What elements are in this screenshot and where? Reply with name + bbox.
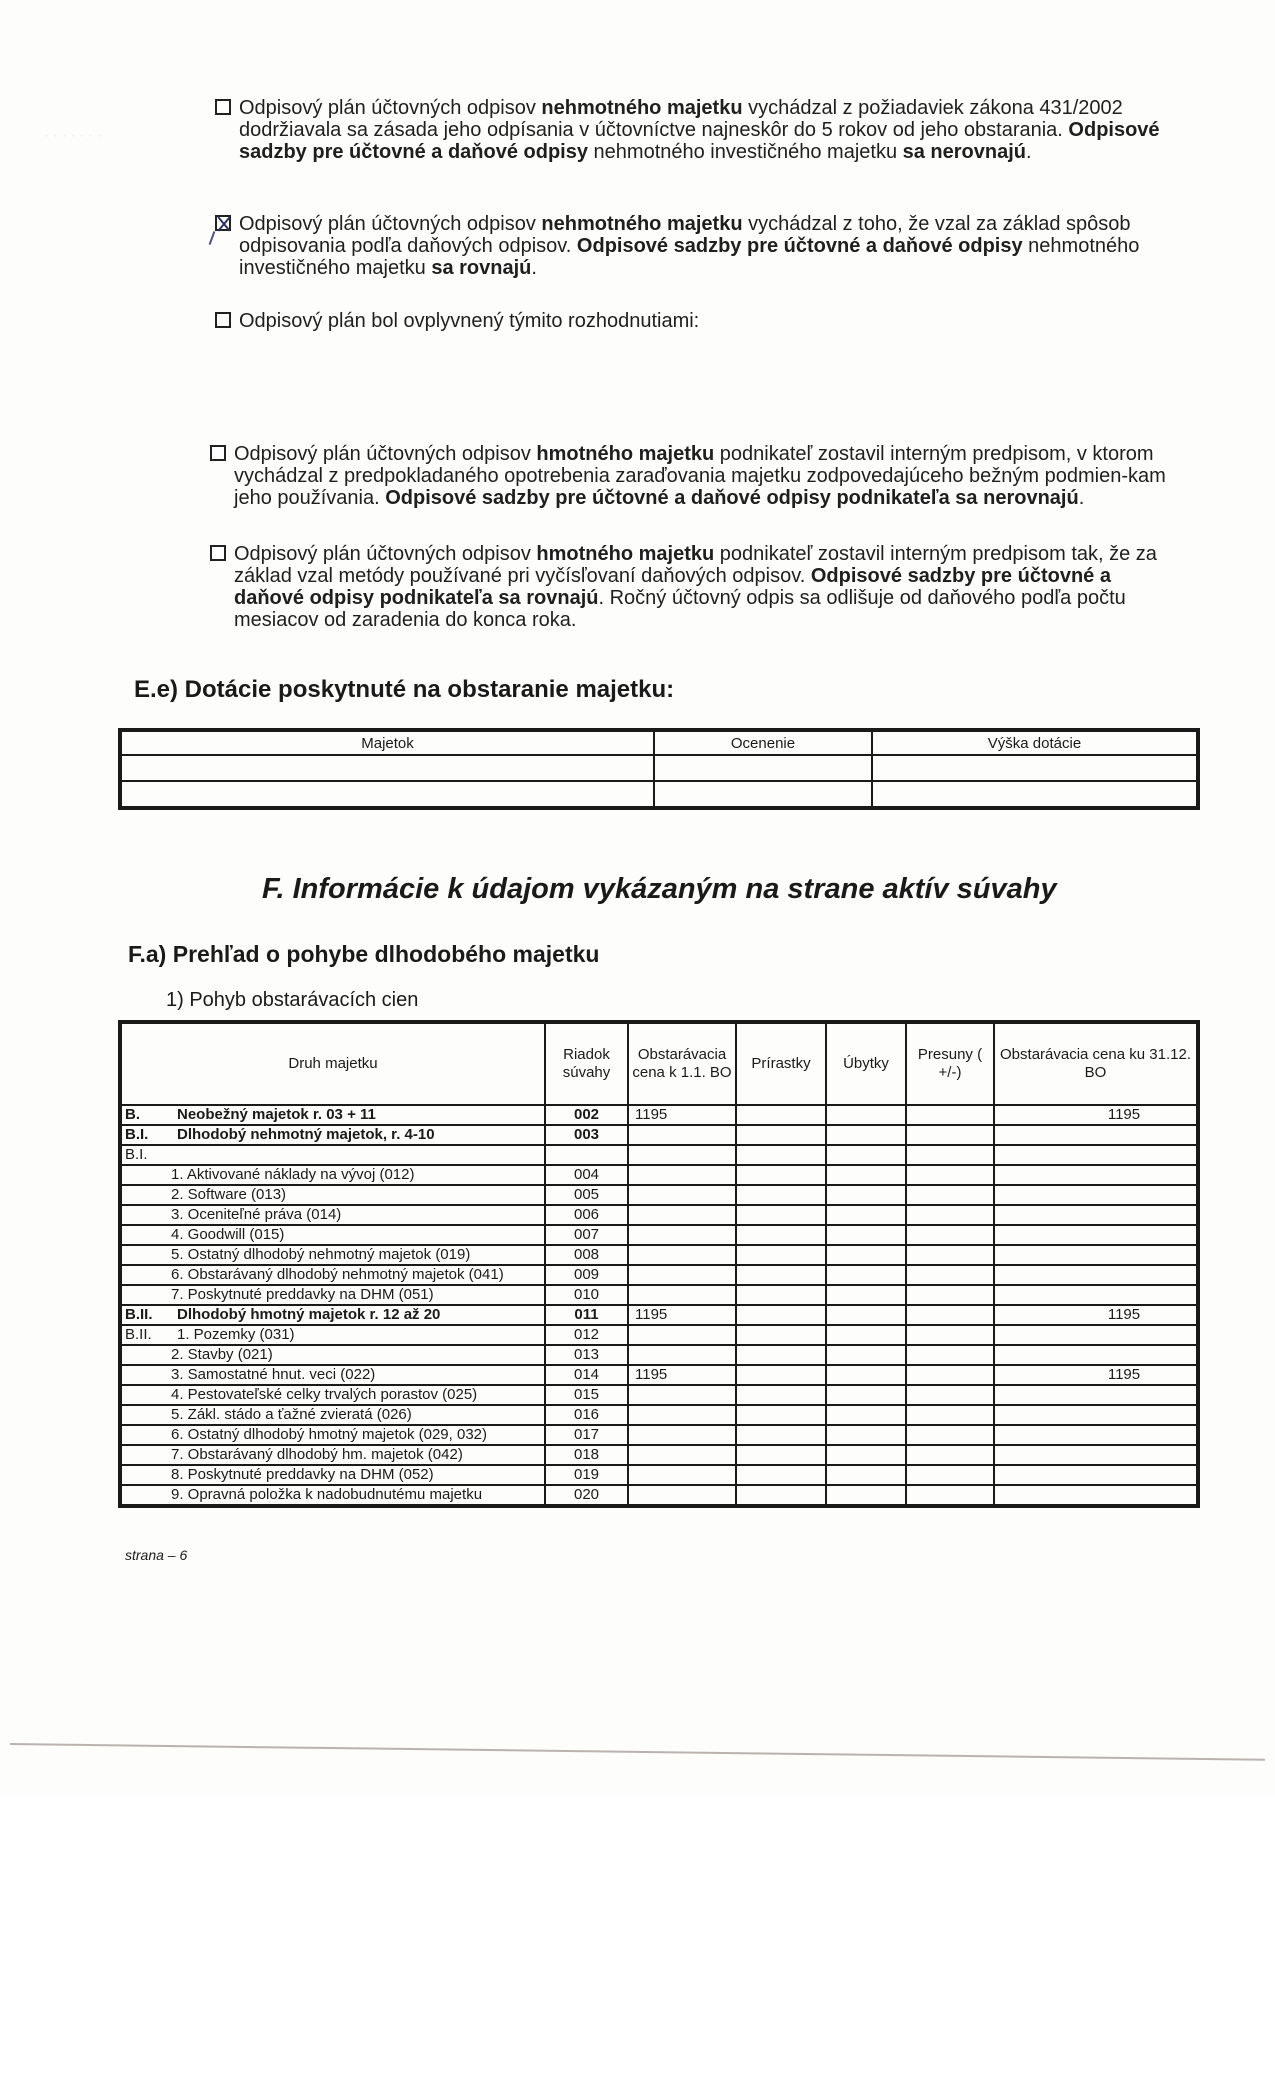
cell-obst-start[interactable] xyxy=(628,1265,736,1285)
cell-obst-end[interactable]: 1195 xyxy=(994,1305,1198,1325)
row-label: 5. Zákl. stádo a ťažné zvieratá (026) xyxy=(171,1406,412,1423)
cell-presuny[interactable] xyxy=(906,1185,994,1205)
section-fa-title: F.a) Prehľad o pohybe dlhodobého majetku xyxy=(128,941,600,967)
cell-obst-end[interactable] xyxy=(994,1345,1198,1365)
header-obst-cena-end: Obstarávacia cena ku 31.12. BO xyxy=(994,1022,1198,1105)
cell-riadok: 005 xyxy=(545,1185,628,1205)
option-text: Odpisový plán účtovných odpisov hmotného majetku podnikateľ zostavil interným predpisom, v ktorom vychádzal z predpokladaného opotrebenia zaraďovania majetku zodpovedajúceho bežným podmien-kam jeho používania. Odpisové sadzby pre účtovné a daňové odpisy podnikateľa sa nerovnajú. xyxy=(234,443,1166,509)
cell-obst-end[interactable] xyxy=(994,1125,1198,1145)
cell-presuny[interactable] xyxy=(906,1485,994,1506)
cell-obst-start[interactable] xyxy=(628,1425,736,1445)
cell-presuny[interactable] xyxy=(906,1325,994,1345)
header-riadok-suvahy: Riadok súvahy xyxy=(545,1022,628,1105)
header-druh-majetku: Druh majetku xyxy=(120,1022,545,1105)
cell-prirastky[interactable] xyxy=(736,1185,826,1205)
option-text: Odpisový plán účtovných odpisov hmotného majetku podnikateľ zostavil interným predpisom tak, že za základ vzal metódy používané pri vyčísľovaní daňových odpisov. Odpisové sadzby pre účtovné a daňové odpisy podnikateľa sa rovnajú. Ročný účtovný odpis sa odlišuje od daňového podľa počtu mesiacov od zaradenia do konca roka. xyxy=(234,543,1157,631)
cell-majetok[interactable] xyxy=(120,781,654,808)
cell-obst-start[interactable] xyxy=(628,1345,736,1365)
cell-ubytky[interactable] xyxy=(826,1405,906,1425)
cell-obst-start[interactable] xyxy=(628,1405,736,1425)
section-ee-title: E.e) Dotácie poskytnuté na obstaranie majetku: xyxy=(134,676,675,703)
cell-prirastky[interactable] xyxy=(736,1365,826,1385)
cell-presuny[interactable] xyxy=(906,1165,994,1185)
table-row xyxy=(120,1105,1198,1125)
cell-druh-majetku xyxy=(120,1305,545,1325)
table-row xyxy=(120,1205,1198,1225)
cell-druh-majetku xyxy=(120,1185,545,1205)
table-row xyxy=(120,1245,1198,1265)
row-code: B.I. xyxy=(125,1126,149,1143)
header-ocenenie: Ocenenie xyxy=(654,730,872,755)
cell-presuny[interactable] xyxy=(906,1265,994,1285)
cell-ubytky[interactable] xyxy=(826,1305,906,1325)
cell-prirastky[interactable] xyxy=(736,1465,826,1485)
cell-obst-end[interactable] xyxy=(994,1145,1198,1165)
cell-prirastky[interactable] xyxy=(736,1245,826,1265)
cell-riadok: 003 xyxy=(545,1125,628,1145)
cell-druh-majetku xyxy=(120,1425,545,1445)
table-row xyxy=(120,1325,1198,1345)
cell-obst-start[interactable] xyxy=(628,1485,736,1506)
page-number: strana – 6 xyxy=(125,1547,188,1563)
cell-obst-start[interactable] xyxy=(628,1145,736,1165)
cell-riadok: 019 xyxy=(545,1465,628,1485)
cell-obst-start[interactable] xyxy=(628,1205,736,1225)
row-label: 1. Aktivované náklady na vývoj (012) xyxy=(171,1166,415,1183)
cell-druh-majetku xyxy=(120,1165,545,1185)
row-label: 4. Pestovateľské celky trvalých porastov (025) xyxy=(171,1386,478,1403)
cell-prirastky[interactable] xyxy=(736,1205,826,1225)
cell-obst-end[interactable] xyxy=(994,1485,1198,1506)
row-code: B. xyxy=(125,1106,140,1123)
table-row xyxy=(120,1365,1198,1385)
dotacie-header-row xyxy=(120,730,1198,755)
header-prirastky: Prírastky xyxy=(736,1022,826,1105)
cell-obst-start[interactable] xyxy=(628,1445,736,1465)
cell-vyska[interactable] xyxy=(872,781,1198,808)
cell-presuny[interactable] xyxy=(906,1225,994,1245)
cell-riadok: 012 xyxy=(545,1325,628,1345)
cell-riadok: 017 xyxy=(545,1425,628,1445)
pohyb-obstaravacich-cien-table xyxy=(118,1020,1200,1508)
checkbox-checked-icon[interactable] xyxy=(215,215,231,231)
cell-prirastky[interactable] xyxy=(736,1265,826,1285)
cell-riadok: 014 xyxy=(545,1365,628,1385)
cell-presuny[interactable] xyxy=(906,1285,994,1305)
cell-prirastky[interactable] xyxy=(736,1445,826,1465)
cell-obst-start[interactable] xyxy=(628,1225,736,1245)
cell-obst-start[interactable] xyxy=(628,1245,736,1265)
table-row xyxy=(120,1265,1198,1285)
option-nehmotny-rovnaju[interactable] xyxy=(215,213,1175,279)
table-row xyxy=(120,1125,1198,1145)
dotacie-row xyxy=(120,781,1198,808)
cell-presuny[interactable] xyxy=(906,1445,994,1465)
cell-prirastky[interactable] xyxy=(736,1385,826,1405)
cell-ubytky[interactable] xyxy=(826,1145,906,1165)
table-row xyxy=(120,1145,1198,1165)
cell-riadok: 018 xyxy=(545,1445,628,1465)
cell-ocenenie[interactable] xyxy=(654,781,872,808)
cell-riadok: 016 xyxy=(545,1405,628,1425)
cell-vyska[interactable] xyxy=(872,755,1198,781)
cell-prirastky[interactable] xyxy=(736,1285,826,1305)
cell-prirastky[interactable] xyxy=(736,1485,826,1506)
row-code: B.II. xyxy=(125,1306,153,1323)
option-text: Odpisový plán účtovných odpisov nehmotného majetku vychádzal z toho, že vzal za základ spôsob odpisovania podľa daňových odpisov. Odpisové sadzby pre účtovné a daňové odpisy nehmotného investičného majetku sa rovnajú. xyxy=(239,213,1140,279)
cell-obst-end[interactable]: 1195 xyxy=(994,1365,1198,1385)
dotacie-row xyxy=(120,755,1198,781)
cell-druh-majetku xyxy=(120,1205,545,1225)
cell-druh-majetku xyxy=(120,1105,545,1125)
cell-obst-end[interactable] xyxy=(994,1425,1198,1445)
cell-druh-majetku xyxy=(120,1265,545,1285)
main-table-body xyxy=(120,1105,1198,1506)
cell-druh-majetku xyxy=(120,1405,545,1425)
row-label: 9. Opravná položka k nadobudnutému majetku xyxy=(171,1486,483,1503)
row-label: 2. Stavby (021) xyxy=(171,1346,273,1363)
cell-obst-start[interactable] xyxy=(628,1285,736,1305)
row-label: 6. Obstarávaný dlhodobý nehmotný majetok (041) xyxy=(171,1266,504,1283)
cell-riadok: 006 xyxy=(545,1205,628,1225)
checkbox-unchecked-icon[interactable] xyxy=(210,445,226,461)
table-row xyxy=(120,1465,1198,1485)
cell-druh-majetku xyxy=(120,1485,545,1506)
option-hmotny-nerovnaju[interactable] xyxy=(210,443,1200,509)
header-majetok: Majetok xyxy=(120,730,654,755)
cell-druh-majetku xyxy=(120,1245,545,1265)
cell-prirastky[interactable] xyxy=(736,1405,826,1425)
cell-riadok: 009 xyxy=(545,1265,628,1285)
cell-presuny[interactable] xyxy=(906,1145,994,1165)
header-ubytky: Úbytky xyxy=(826,1022,906,1105)
cell-druh-majetku xyxy=(120,1285,545,1305)
row-label: 4. Goodwill (015) xyxy=(171,1226,285,1243)
cell-obst-end[interactable] xyxy=(994,1325,1198,1345)
cell-obst-end[interactable] xyxy=(994,1405,1198,1425)
dotacie-table xyxy=(118,728,1200,810)
cell-obst-start[interactable]: 1195 xyxy=(628,1305,736,1325)
cell-ubytky[interactable] xyxy=(826,1465,906,1485)
cell-riadok: 008 xyxy=(545,1245,628,1265)
cell-obst-end[interactable] xyxy=(994,1385,1198,1405)
cell-obst-end[interactable] xyxy=(994,1285,1198,1305)
cell-presuny[interactable] xyxy=(906,1305,994,1325)
cell-ubytky[interactable] xyxy=(826,1425,906,1445)
cell-ubytky[interactable] xyxy=(826,1205,906,1225)
cell-ubytky[interactable] xyxy=(826,1265,906,1285)
table-row xyxy=(120,1405,1198,1425)
section-f-title: F. Informácie k údajom vykázaným na strane aktív súvahy xyxy=(262,873,1057,905)
cell-druh-majetku xyxy=(120,1325,545,1345)
table-row xyxy=(120,1305,1198,1325)
cell-presuny[interactable] xyxy=(906,1385,994,1405)
cell-prirastky[interactable] xyxy=(736,1325,826,1345)
cell-obst-end[interactable] xyxy=(994,1225,1198,1245)
cell-presuny[interactable] xyxy=(906,1105,994,1125)
table-row xyxy=(120,1285,1198,1305)
cell-prirastky[interactable] xyxy=(736,1225,826,1245)
option-ovplyvneny[interactable] xyxy=(215,310,1175,332)
cell-prirastky[interactable] xyxy=(736,1165,826,1185)
cell-druh-majetku xyxy=(120,1445,545,1465)
cell-obst-end[interactable] xyxy=(994,1445,1198,1465)
cell-druh-majetku xyxy=(120,1145,545,1165)
cell-ubytky[interactable] xyxy=(826,1365,906,1385)
table-row xyxy=(120,1345,1198,1365)
checkbox-unchecked-icon[interactable] xyxy=(215,99,231,115)
main-header-row xyxy=(120,1022,1198,1105)
cell-majetok[interactable] xyxy=(120,755,654,781)
cell-obst-start[interactable]: 1195 xyxy=(628,1365,736,1385)
cell-riadok xyxy=(545,1145,628,1165)
cell-obst-start[interactable] xyxy=(628,1125,736,1145)
option-nehmotny-nerovnaju[interactable] xyxy=(215,97,1175,163)
cell-obst-end[interactable] xyxy=(994,1265,1198,1285)
cell-prirastky[interactable] xyxy=(736,1425,826,1445)
cell-obst-start[interactable]: 1195 xyxy=(628,1105,736,1125)
row-label: 3. Oceniteľné práva (014) xyxy=(171,1206,342,1223)
cell-prirastky[interactable] xyxy=(736,1345,826,1365)
row-label: 1. Pozemky (031) xyxy=(177,1326,295,1343)
cell-ubytky[interactable] xyxy=(826,1185,906,1205)
cell-ubytky[interactable] xyxy=(826,1385,906,1405)
cell-ubytky[interactable] xyxy=(826,1225,906,1245)
cell-ubytky[interactable] xyxy=(826,1245,906,1265)
cell-ubytky[interactable] xyxy=(826,1125,906,1145)
cell-riadok: 013 xyxy=(545,1345,628,1365)
option-hmotny-rovnaju[interactable] xyxy=(210,543,1185,631)
header-obst-cena-start: Obstarávacia cena k 1.1. BO xyxy=(628,1022,736,1105)
cell-obst-end[interactable]: 1195 xyxy=(994,1105,1198,1125)
cell-obst-start[interactable] xyxy=(628,1325,736,1345)
row-label: 7. Obstarávaný dlhodobý hm. majetok (042) xyxy=(171,1446,463,1463)
table-row xyxy=(120,1385,1198,1405)
cell-presuny[interactable] xyxy=(906,1205,994,1225)
cell-presuny[interactable] xyxy=(906,1345,994,1365)
cell-obst-start[interactable] xyxy=(628,1465,736,1485)
row-label: Dlhodobý nehmotný majetok, r. 4-10 xyxy=(177,1126,435,1143)
cell-riadok: 007 xyxy=(545,1225,628,1245)
cell-ubytky[interactable] xyxy=(826,1325,906,1345)
cell-presuny[interactable] xyxy=(906,1465,994,1485)
cell-ubytky[interactable] xyxy=(826,1105,906,1125)
cell-ubytky[interactable] xyxy=(826,1285,906,1305)
table-row xyxy=(120,1445,1198,1465)
cell-prirastky[interactable] xyxy=(736,1145,826,1165)
header-vyska-dotacie: Výška dotácie xyxy=(872,730,1198,755)
cell-obst-start[interactable] xyxy=(628,1385,736,1405)
header-presuny: Presuny ( +/-) xyxy=(906,1022,994,1105)
cell-presuny[interactable] xyxy=(906,1405,994,1425)
option-text: Odpisový plán účtovných odpisov nehmotného majetku vychádzal z požiadaviek zákona 431/2002 dodržiavala sa zásada jeho odpísania v účtovníctve najneskôr do 5 rokov od jeho obstarania. Odpisové sadzby pre účtovné a daňové odpisy nehmotného investičného majetku sa nerovnajú. xyxy=(239,97,1160,163)
cell-obst-start[interactable] xyxy=(628,1165,736,1185)
row-label: 7. Poskytnuté preddavky na DHM (051) xyxy=(171,1286,434,1303)
cell-presuny[interactable] xyxy=(906,1365,994,1385)
cell-obst-end[interactable] xyxy=(994,1185,1198,1205)
cell-obst-start[interactable] xyxy=(628,1185,736,1205)
table-row xyxy=(120,1185,1198,1205)
row-code: B.II. xyxy=(125,1326,152,1343)
cell-ubytky[interactable] xyxy=(826,1345,906,1365)
pen-stroke-mark xyxy=(209,231,216,245)
cell-druh-majetku xyxy=(120,1385,545,1405)
cell-prirastky[interactable] xyxy=(736,1125,826,1145)
cell-riadok: 020 xyxy=(545,1485,628,1506)
cell-ubytky[interactable] xyxy=(826,1165,906,1185)
table-row xyxy=(120,1425,1198,1445)
cell-presuny[interactable] xyxy=(906,1425,994,1445)
cell-druh-majetku xyxy=(120,1225,545,1245)
cell-riadok: 004 xyxy=(545,1165,628,1185)
cell-riadok: 010 xyxy=(545,1285,628,1305)
cell-riadok: 015 xyxy=(545,1385,628,1405)
cell-druh-majetku xyxy=(120,1465,545,1485)
row-label: 6. Ostatný dlhodobý hmotný majetok (029, 032) xyxy=(171,1426,488,1443)
cell-obst-end[interactable] xyxy=(994,1205,1198,1225)
cell-druh-majetku xyxy=(120,1345,545,1365)
table-row xyxy=(120,1485,1198,1506)
checkbox-unchecked-icon[interactable] xyxy=(210,545,226,561)
checkbox-unchecked-icon[interactable] xyxy=(215,312,231,328)
cell-druh-majetku xyxy=(120,1365,545,1385)
row-label: 5. Ostatný dlhodobý nehmotný majetok (019) xyxy=(171,1246,471,1263)
cell-presuny[interactable] xyxy=(906,1125,994,1145)
cell-riadok: 011 xyxy=(545,1305,628,1325)
cell-presuny[interactable] xyxy=(906,1245,994,1265)
row-code: B.I. xyxy=(125,1146,148,1163)
row-label: 8. Poskytnuté preddavky na DHM (052) xyxy=(171,1466,434,1483)
table-row xyxy=(120,1225,1198,1245)
cell-obst-end[interactable] xyxy=(994,1165,1198,1185)
scan-artifact: · · · · · · · xyxy=(45,130,102,142)
cell-riadok: 002 xyxy=(545,1105,628,1125)
cell-ubytky[interactable] xyxy=(826,1485,906,1506)
option-text: Odpisový plán bol ovplyvnený týmito rozhodnutiami: xyxy=(239,310,700,332)
cell-ubytky[interactable] xyxy=(826,1445,906,1465)
row-label: 3. Samostatné hnut. veci (022) xyxy=(171,1366,376,1383)
row-label: Neobežný majetok r. 03 + 11 xyxy=(177,1106,376,1123)
cell-druh-majetku xyxy=(120,1125,545,1145)
cell-obst-end[interactable] xyxy=(994,1245,1198,1265)
cell-ocenenie[interactable] xyxy=(654,755,872,781)
row-label: 2. Software (013) xyxy=(171,1186,287,1203)
cell-prirastky[interactable] xyxy=(736,1105,826,1125)
cell-obst-end[interactable] xyxy=(994,1465,1198,1485)
section-f1-title: 1) Pohyb obstarávacích cien xyxy=(166,989,419,1011)
cell-prirastky[interactable] xyxy=(736,1305,826,1325)
row-label: Dlhodobý hmotný majetok r. 12 až 20 xyxy=(177,1306,441,1323)
table-row xyxy=(120,1165,1198,1185)
